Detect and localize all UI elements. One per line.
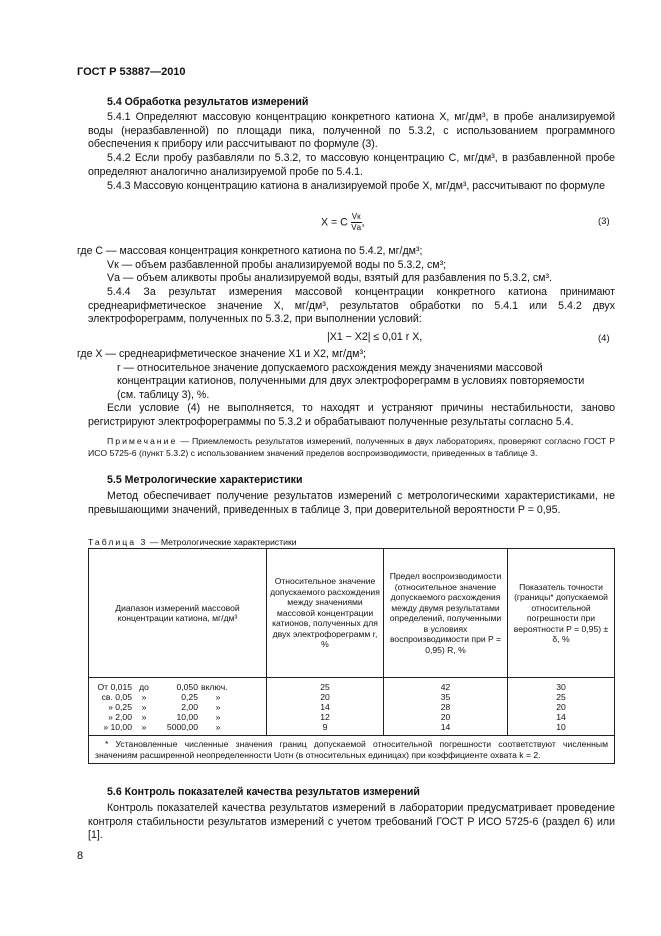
range-row-4: » 2,00 » 10,00 » [108,712,221,722]
header-delta: Показатель точности (границы* допускаемой относительной погрешности при вероятности P = 0,95) ± δ, % [508,549,615,678]
formula-3 [321,212,365,233]
R-value: 14 [440,722,451,732]
range-row-5: » 10,00 » 5000,00 » [103,722,221,732]
table-header-row [89,549,615,678]
r-value: 20 [320,692,330,702]
page-number: 8 [77,850,84,862]
formula-3-tail: , [361,216,365,229]
ranges-cell [89,678,267,736]
delta-value: 30 [556,682,566,692]
R-values-cell [384,678,508,736]
formula-4: |X1 − X2| ≤ 0,01 r X, [327,331,423,343]
paragraph-5-5: Метод обеспечивает получение результатов измерений с метрологическими характеристиками, не превышающими значений, приведенных в таблице 3, при доверительной вероятности P = 0,95. [88,490,615,516]
formula-4-definitions [77,348,604,402]
paragraph-5-4-3: 5.4.3 Массовую концентрацию катиона в анализируемой пробе X, мг/дм³, рассчитывают по формуле [107,180,605,192]
table-footnote-row [89,736,615,764]
r-value: 14 [320,702,330,712]
definition-r: r — относительное значение допускаемого расхождения между значениями массовой концентрации катионов, полученными для двух электрофореграмм в условиях повторяемости (см. таблицу 3), %. [117,361,585,401]
definition-c: где C — массовая концентрация конкретного катиона по 5.4.2, мг/дм³; [77,245,423,257]
definition-va: Vа — объем аликвоты пробы анализируемой воды, взятый для разбавления по 5.3.2, см³. [107,272,552,285]
table-footnote: * Установленные численные значения границ допускаемой относительной погрешности соответствуют численным значениям расширенной неопределенности Uотн (в относительных единицах) при коэффициенте охвата k = 2. [89,736,615,764]
delta-value: 20 [556,702,566,712]
note [88,436,615,460]
header-range: Диапазон измерений массовой концентрации катиона, мг/дм³ [89,549,267,678]
r-values-cell [267,678,384,736]
note-label: Примечание [107,436,178,446]
R-value: 42 [440,682,451,692]
delta-value: 10 [556,722,566,732]
paragraph-5-4-4: 5.4.4 За результат измерения массовой концентрации конкретного катиона принимают среднеарифметическое значение X, мг/дм³, результатов обработки по 5.4.1 или 5.4.2 двух электрофореграмм, полученных по 5.3.2, при выполнении условий: [88,286,615,326]
formula-3-numerator: Vк [351,212,361,221]
header-r: Относительное значение допускаемого расхождения между значениями массовой концентрации катионов, полученных для двух электрофореграмм r, % [267,549,384,678]
r-value: 9 [322,722,328,732]
definition-x-mean: где X — среднеарифметическое значение X1 и X2, мг/дм³; [77,348,366,360]
range-row-1: От 0,015 до 0,050 включ. [97,682,228,692]
standard-header: ГОСТ Р 53887—2010 [77,66,186,78]
header-R: Предел воспроизводимости (относительное значение допускаемого расхождения между двумя результатами определений, полученными в условиях воспроизводимости при P = 0,95) R, % [384,549,508,678]
section-5-5-heading: 5.5 Метрологические характеристики [107,474,303,486]
formula-4-number: (4) [598,333,610,344]
table-3-label: Таблица 3 [88,537,148,547]
formula-3-lhs: X = C [321,216,348,229]
formula-3-fraction [351,212,362,233]
delta-value: 14 [556,712,566,722]
R-value: 35 [440,692,451,702]
R-value: 20 [440,712,451,722]
section-5-6-heading: 5.6 Контроль показателей качества результатов измерений [107,786,420,798]
r-value: 12 [320,712,330,722]
paragraph-5-4-2: 5.4.2 Если пробу разбавляли по 5.3.2, то массовую концентрацию C, мг/дм³, в разбавленной пробе определяют аналогично анализируемой пробе по 5.4.1. [88,152,615,178]
table-3-caption [88,537,297,547]
formula-3-definitions [77,245,604,286]
section-5-4-heading: 5.4 Обработка результатов измерений [107,96,309,108]
table-body-row [89,678,615,736]
note-text: — Приемлемость результатов измерений, полученных в двух лабораториях, проверяют согласно ГОСТ Р ИСО 5725-6 (пункт 5.3.2) с использованием значений пределов воспроизводимости, приведенных в таблице 3. [88,436,615,458]
range-row-2: св. 0,05 » 0,25 » [101,692,221,702]
table-3-title: — Метрологические характеристики [147,537,297,547]
delta-value: 25 [556,692,566,702]
paragraph-5-4-1: 5.4.1 Определяют массовую концентрацию конкретного катиона X, мг/дм³, в пробе анализируемой воды (неразбавленной) по площади пика, полученной по 5.3.2, с использованием программного обеспечения к прибору или рассчитывают по формуле (3). [88,111,615,151]
range-row-3: » 0,25 » 2,00 » [108,702,221,712]
paragraph-condition: Если условие (4) не выполняется, то находят и устраняют причины нестабильности, заново регистрируют электрофореграммы по 5.3.2 и обрабатывают полученные результаты согласно 5.4. [88,402,615,428]
formula-3-number: (3) [598,216,610,227]
r-value: 25 [320,682,330,692]
definition-vk: Vк — объем разбавленной пробы анализируемой воды по 5.3.2, см³; [107,258,447,271]
R-value: 28 [440,702,451,712]
paragraph-5-6: Контроль показателей качества результатов измерений в лаборатории предусматривает проведение контроля стабильности результатов измерений с учетом требований ГОСТ Р ИСО 5725-6 (раздел 6) или [1]. [88,802,615,842]
formula-3-denominator: Vа [351,223,362,232]
delta-values-cell [508,678,615,736]
table-3 [88,548,615,764]
